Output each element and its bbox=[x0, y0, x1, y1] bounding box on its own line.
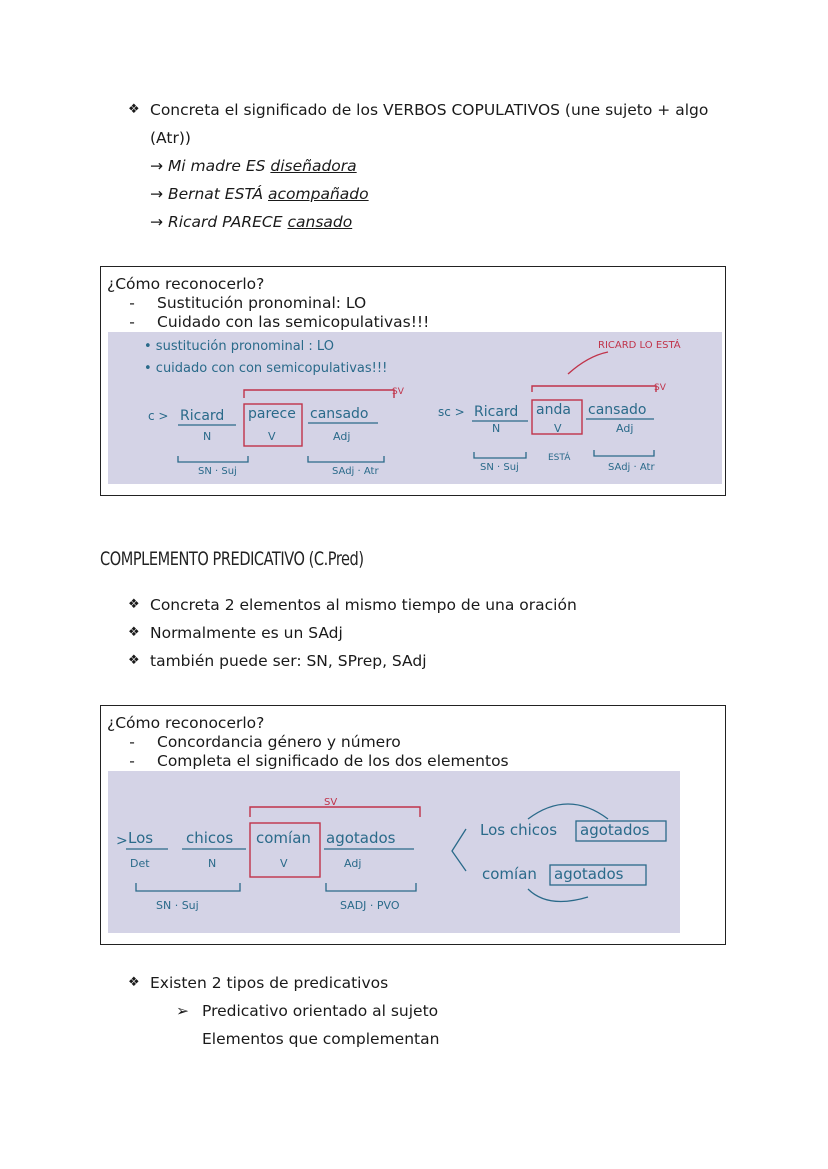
bullet: ❖ Normalmente es un SAdj bbox=[128, 619, 728, 647]
box-title: ¿Cómo reconocerlo? bbox=[107, 275, 265, 293]
bullet-text: Concreta el significado de los VERBOS COPULATIVOS (une sujeto + algo bbox=[150, 101, 709, 119]
svg-text:SAdj · Atr: SAdj · Atr bbox=[608, 462, 655, 473]
svg-text:Ricard: Ricard bbox=[474, 404, 519, 420]
list-item: - Cuidado con las semicopulativas!!! bbox=[129, 313, 430, 331]
svg-text:N: N bbox=[203, 430, 212, 443]
diamond-bullet-icon: ❖ bbox=[128, 653, 140, 668]
handwritten-photo bbox=[108, 771, 680, 933]
svg-text:Los: Los bbox=[128, 829, 154, 847]
svg-text:Adj: Adj bbox=[333, 430, 351, 443]
sub-text: Elementos que complementan bbox=[202, 1030, 440, 1048]
svg-text:SV: SV bbox=[392, 387, 404, 397]
svg-text:agotados: agotados bbox=[554, 865, 624, 883]
svg-text:c >: c > bbox=[148, 409, 169, 423]
svg-text:anda: anda bbox=[536, 402, 571, 418]
svg-text:sc >: sc > bbox=[438, 405, 465, 419]
svg-text:V: V bbox=[280, 857, 288, 870]
svg-text:SV: SV bbox=[654, 383, 666, 393]
svg-text:cansado: cansado bbox=[310, 406, 369, 422]
list-item: - Concordancia género y número bbox=[129, 733, 401, 751]
svg-text:Ricard: Ricard bbox=[180, 408, 225, 424]
box-title: ¿Cómo reconocerlo? bbox=[107, 714, 265, 732]
diamond-bullet-icon: ❖ bbox=[128, 102, 140, 117]
svg-text:SN · Suj: SN · Suj bbox=[198, 466, 237, 477]
svg-text:SAdj · Atr: SAdj · Atr bbox=[332, 466, 379, 477]
photo-line2: • cuidado con con semicopulativas!!! bbox=[144, 361, 388, 376]
svg-text:chicos: chicos bbox=[186, 829, 234, 847]
bullet: ❖ Existen 2 tipos de predicativos bbox=[128, 969, 728, 997]
svg-text:parece: parece bbox=[248, 406, 296, 422]
svg-text:>: > bbox=[116, 833, 128, 849]
svg-text:comían: comían bbox=[256, 829, 311, 847]
svg-text:cansado: cansado bbox=[588, 402, 647, 418]
svg-text:agotados: agotados bbox=[580, 821, 650, 839]
svg-text:Det: Det bbox=[130, 857, 150, 870]
box-list bbox=[101, 294, 725, 332]
photo-note: RICARD LO ESTÁ bbox=[598, 340, 681, 351]
types-bullets bbox=[128, 969, 728, 1053]
svg-text:SN · Suj: SN · Suj bbox=[480, 462, 519, 473]
svg-text:ESTÁ: ESTÁ bbox=[548, 453, 571, 463]
diamond-bullet-icon: ❖ bbox=[128, 597, 140, 612]
list-item: - Sustitución pronominal: LO bbox=[129, 294, 367, 312]
svg-text:Adj: Adj bbox=[344, 857, 362, 870]
diamond-bullet-icon: ❖ bbox=[128, 625, 140, 640]
photo-line1: • sustitución pronominal : LO bbox=[144, 339, 334, 354]
copulative-bullets bbox=[128, 96, 728, 236]
svg-text:N: N bbox=[208, 857, 217, 870]
bullet-continuation: (Atr)) bbox=[150, 129, 191, 147]
diamond-bullet-icon: ❖ bbox=[128, 975, 140, 990]
section-heading: COMPLEMENTO PREDICATIVO (C.Pred) bbox=[100, 548, 364, 570]
arrow-bullet-icon: ➢ bbox=[176, 1002, 189, 1020]
svg-text:N: N bbox=[492, 422, 501, 435]
bullet bbox=[128, 96, 728, 124]
handwriting-diagram bbox=[108, 332, 722, 484]
svg-text:Los chicos: Los chicos bbox=[480, 821, 558, 839]
bullet: ❖ Concreta 2 elementos al mismo tiempo de una oración bbox=[128, 591, 728, 619]
svg-text:Adj: Adj bbox=[616, 422, 634, 435]
svg-text:agotados: agotados bbox=[326, 829, 396, 847]
handwritten-photo bbox=[108, 332, 722, 484]
example-line: → Bernat ESTÁ acompañado bbox=[150, 185, 369, 203]
svg-text:SADJ · PVO: SADJ · PVO bbox=[340, 899, 400, 912]
example-line: → Mi madre ES diseñadora bbox=[150, 157, 357, 175]
svg-text:comían: comían bbox=[482, 865, 537, 883]
svg-text:V: V bbox=[268, 430, 276, 443]
bullet: ❖ también puede ser: SN, SPrep, SAdj bbox=[128, 647, 728, 675]
predicativo-bullets bbox=[128, 591, 728, 675]
example-line: → Ricard PARECE cansado bbox=[150, 213, 353, 231]
svg-text:SN · Suj: SN · Suj bbox=[156, 899, 199, 912]
box-list bbox=[101, 733, 725, 771]
handwriting-diagram bbox=[108, 771, 680, 933]
sub-bullet: ➢ Predicativo orientado al sujeto bbox=[128, 997, 728, 1025]
list-item: - Completa el significado de los dos elementos bbox=[129, 752, 509, 770]
svg-text:V: V bbox=[554, 422, 562, 435]
svg-text:SV: SV bbox=[324, 797, 338, 808]
